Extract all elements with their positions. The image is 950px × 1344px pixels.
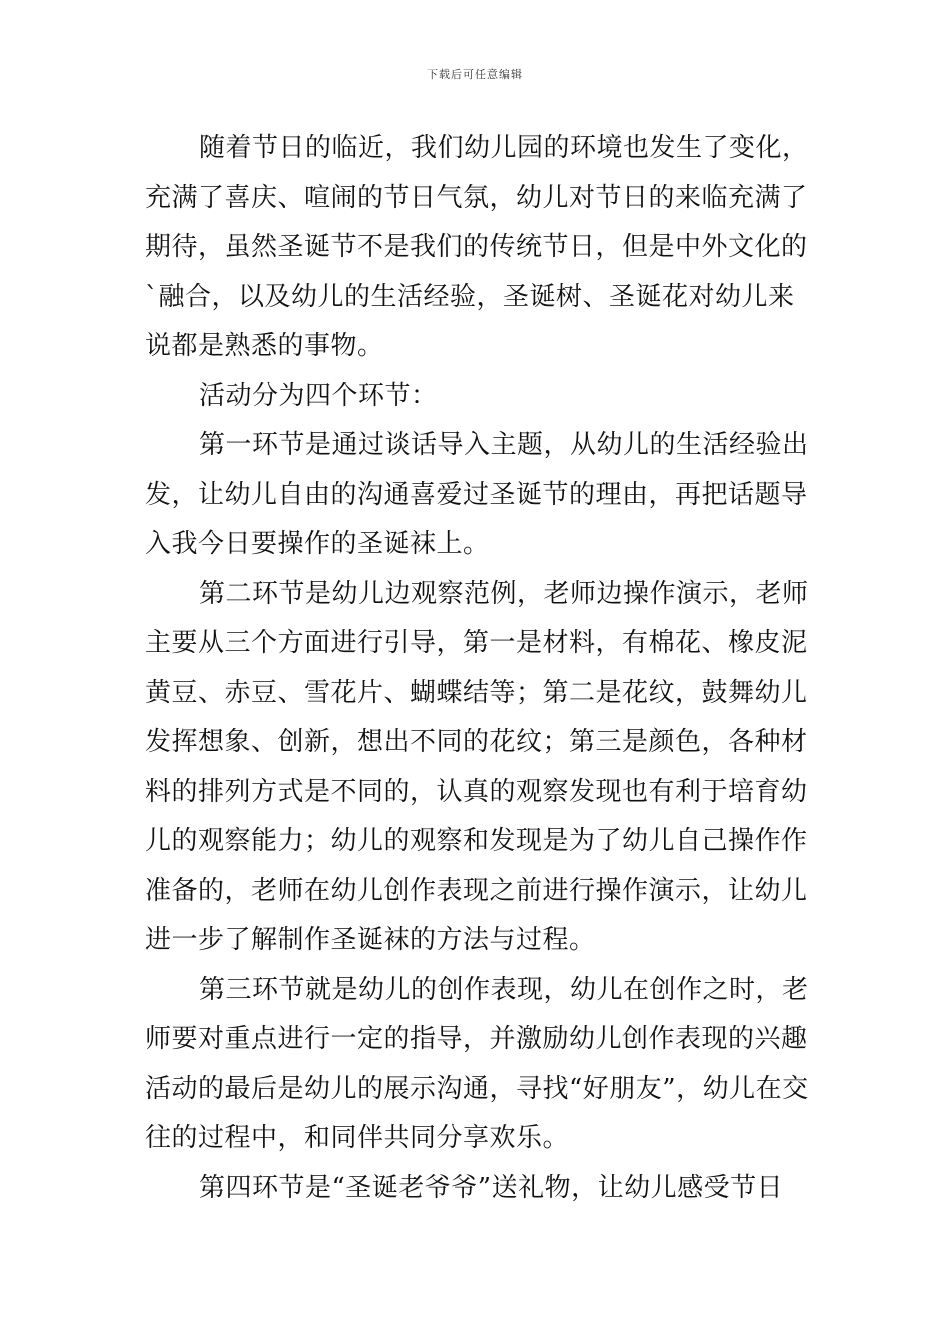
page-header: 下载后可任意编辑 xyxy=(427,68,523,81)
paragraph-step-four: 第四环节是“圣诞老爷爷”送礼物，让幼儿感受节日 xyxy=(199,1172,784,1203)
paragraph-intro: 随着节日的临近，我们幼儿园的环境也发生了变化，充满了喜庆、喧闹的节日气氛，幼儿对节日的来临充满了期待，虽然圣诞节不是我们的传统节日，但是中外文化的`融合，以及幼儿的生活经验，圣诞树、圣诞花对幼儿来说都是熟悉的事物。 xyxy=(145,133,809,361)
document-body xyxy=(145,124,810,1213)
paragraph-step-three: 第三环节就是幼儿的创作表现，幼儿在创作之时，老师要对重点进行一定的指导，并激励幼儿创作表现的兴趣活动的最后是幼儿的展示沟通，寻找“好朋友”，幼儿在交往的过程中，和同伴共同分享欢乐。 xyxy=(145,974,809,1153)
paragraph-step-two: 第二环节是幼儿边观察范例，老师边操作演示，老师主要从三个方面进行引导，第一是材料，有棉花、橡皮泥黄豆、赤豆、雪花片、蝴蝶结等；第二是花纹，鼓舞幼儿发挥想象、创新，想出不同的花纹；第三是颜色，各种材料的排列方式是不同的，认真的观察发现也有利于培育幼儿的观察能力；幼儿的观察和发现是为了幼儿自己操作作准备的，老师在幼儿创作表现之前进行操作演示，让幼儿进一步了解制作圣诞袜的方法与过程。 xyxy=(145,578,809,955)
paragraph-step-one: 第一环节是通过谈话导入主题，从幼儿的生活经验出发，让幼儿自由的沟通喜爱过圣诞节的理由，再把话题导入我今日要操作的圣诞袜上。 xyxy=(145,430,809,559)
paragraph-overview: 活动分为四个环节： xyxy=(199,380,438,411)
